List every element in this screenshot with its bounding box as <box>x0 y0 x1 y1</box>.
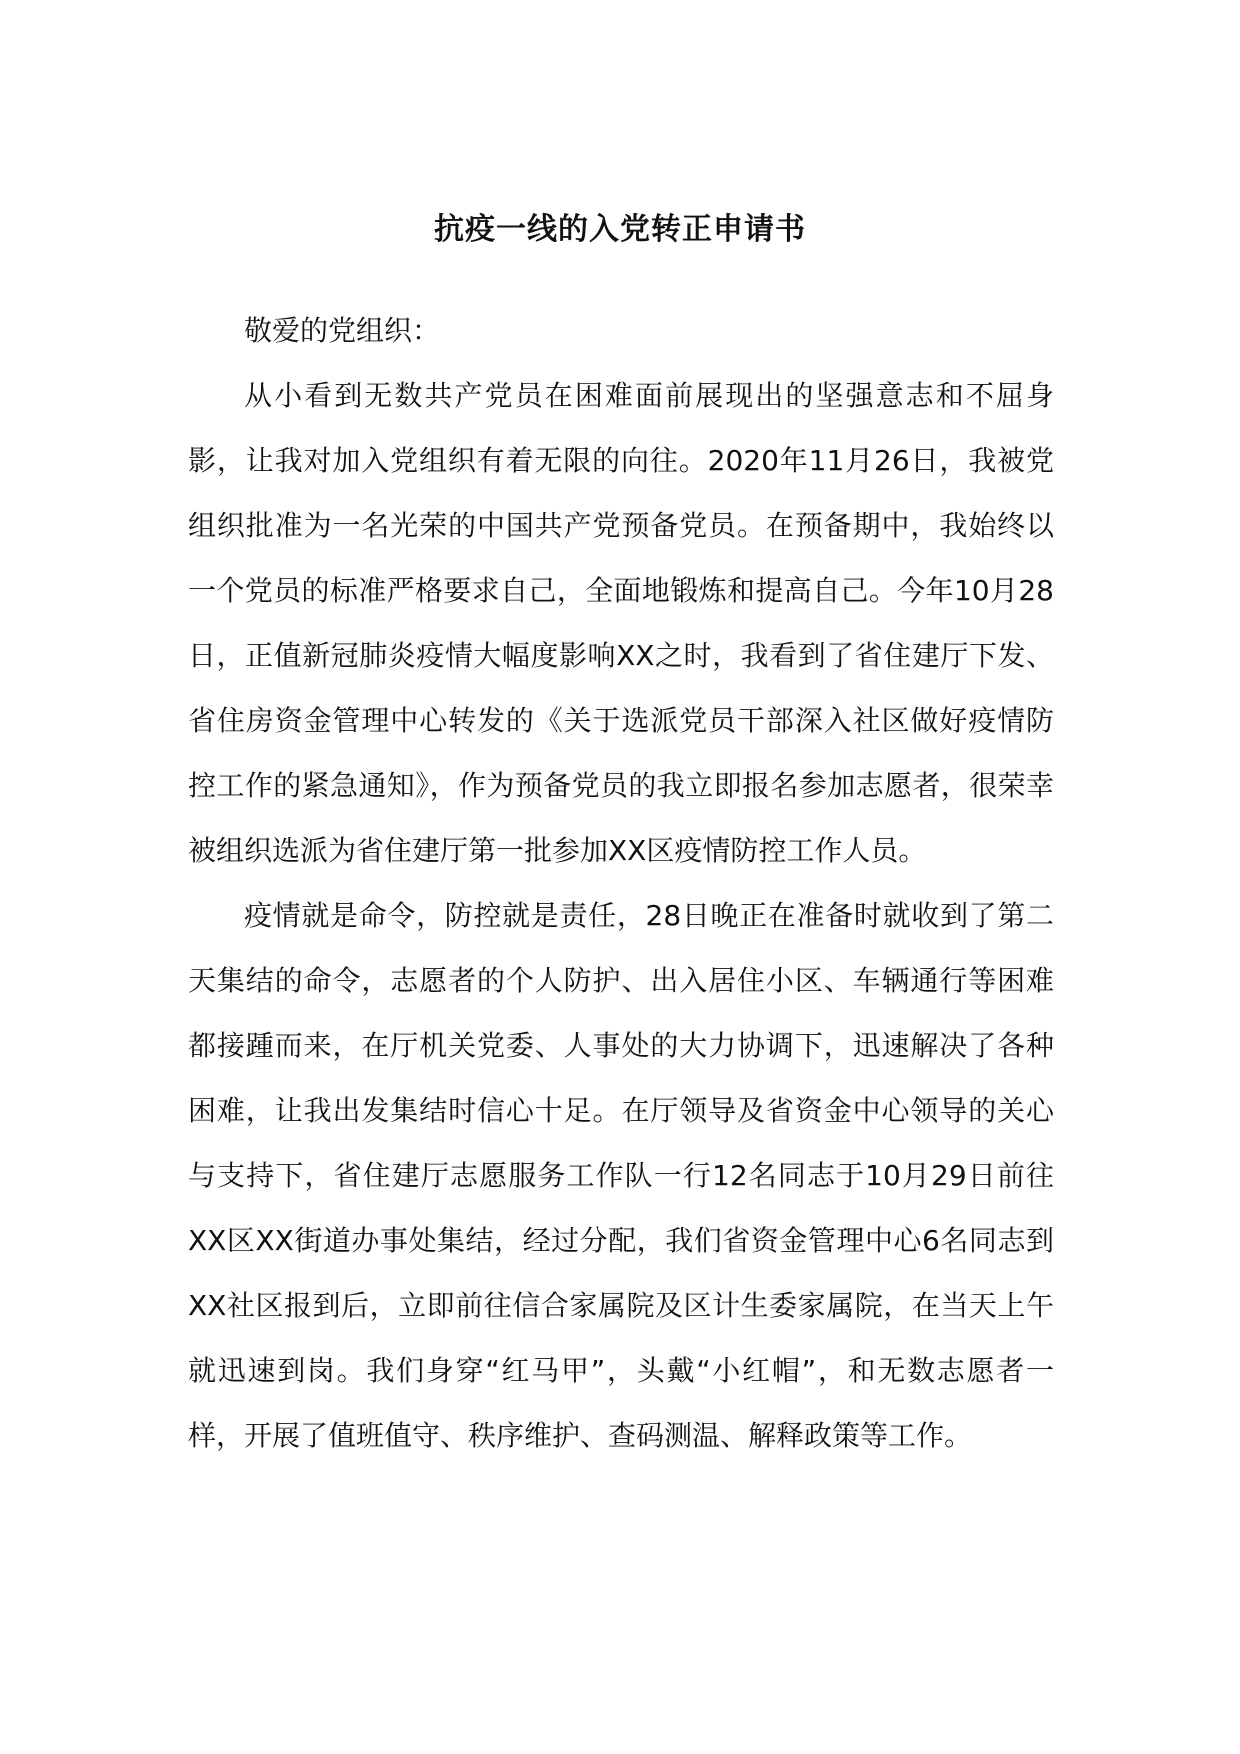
paragraph-2: 疫情就是命令，防控就是责任，28日晚正在准备时就收到了第二天集结的命令，志愿者的个人防护、出入居住小区、车辆通行等困难都接踵而来，在厅机关党委、人事处的大力协调下，迅速解决了各种困难，让我出发集结时信心十足。在厅领导及省资金中心领导的关心与支持下，省住建厅志愿服务工作队一行12名同志于10月29日前往XX区XX街道办事处集结，经过分配，我们省资金管理中心6名同志到XX社区报到后，立即前往信合家属院及区计生委家属院，在当天上午就迅速到岗。我们身穿“红马甲”，头戴“小红帽”，和无数志愿者一样，开展了值班值守、秩序维护、查码测温、解释政策等工作。 <box>188 899 1054 1452</box>
document-body <box>188 298 1054 1468</box>
document-title: 抗疫一线的入党转正申请书 <box>434 212 806 247</box>
salutation: 敬爱的党组织： <box>244 314 441 347</box>
paragraph-1: 从小看到无数共产党员在困难面前展现出的坚强意志和不屈身影，让我对加入党组织有着无限的向往。2020年11月26日，我被党组织批准为一名光荣的中国共产党预备党员。在预备期中，我始终以一个党员的标准严格要求自己，全面地锻炼和提高自己。今年10月28日，正值新冠肺炎疫情大幅度影响XX之时，我看到了省住建厅下发、省住房资金管理中心转发的《关于选派党员干部深入社区做好疫情防控工作的紧急通知》，作为预备党员的我立即报名参加志愿者，很荣幸被组织选派为省住建厅第一批参加XX区疫情防控工作人员。 <box>188 379 1054 867</box>
